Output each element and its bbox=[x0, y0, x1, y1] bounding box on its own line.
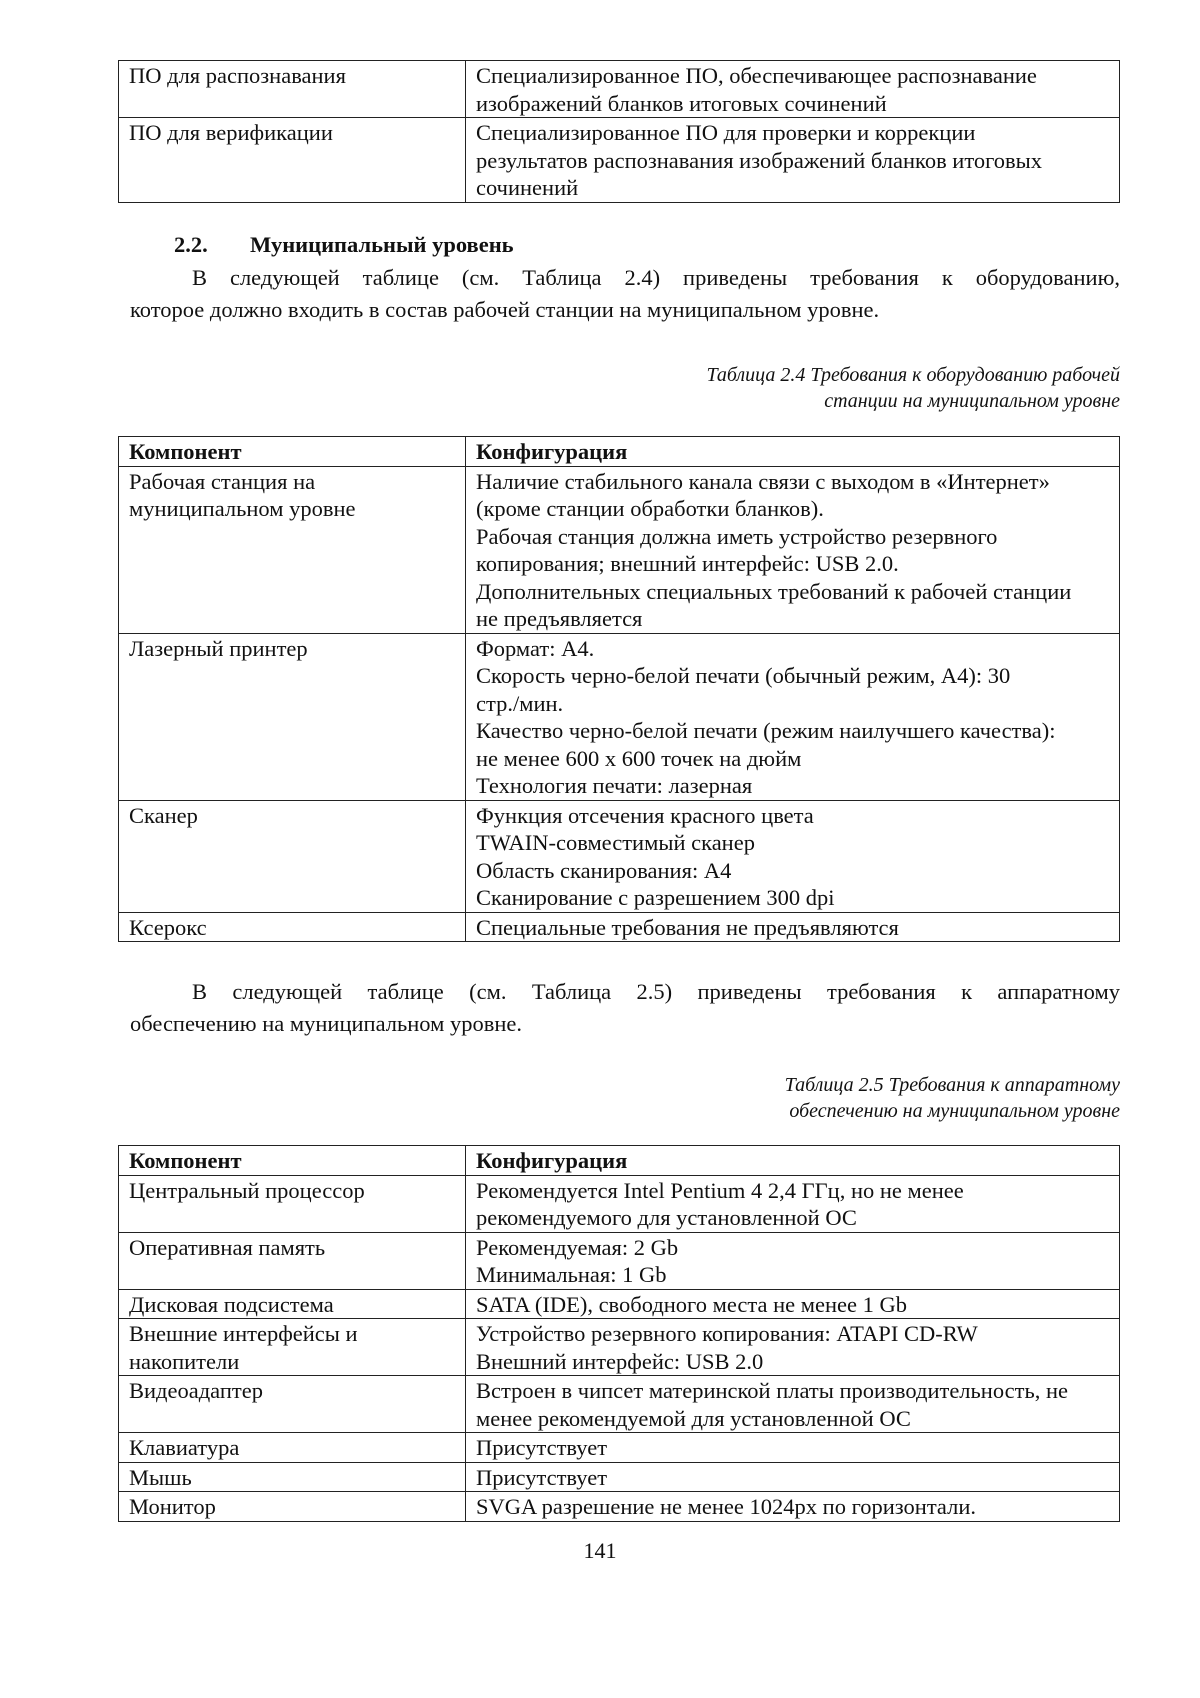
table-row bbox=[119, 1319, 1120, 1376]
table-row bbox=[119, 1175, 1120, 1232]
table-header-row bbox=[119, 437, 1120, 467]
config-cell: Формат: А4. Скорость черно-белой печати (обычный режим, А4): 30 стр./мин. Качество черно-белой печати (режим наилучшего качества): не менее 600 x 600 точек на дюйм Технология печати: лазерная bbox=[466, 633, 1120, 800]
config-cell: SVGA разрешение не менее 1024px по горизонтали. bbox=[466, 1492, 1120, 1522]
component-cell: Дисковая подсистема bbox=[119, 1289, 466, 1319]
table-row bbox=[119, 1462, 1120, 1492]
table-row bbox=[119, 912, 1120, 942]
table-row bbox=[119, 1232, 1120, 1289]
table-row bbox=[119, 800, 1120, 912]
table-row bbox=[119, 633, 1120, 800]
config-cell: Специализированное ПО для проверки и коррекции результатов распознавания изображений бланков итоговых сочинений bbox=[466, 118, 1120, 203]
component-cell: Сканер bbox=[119, 800, 466, 912]
table-row bbox=[119, 1289, 1120, 1319]
table-header-row bbox=[119, 1146, 1120, 1176]
config-cell: Встроен в чипсет материнской платы производительность, не менее рекомендуемой для установленной ОС bbox=[466, 1376, 1120, 1433]
component-cell: Внешние интерфейсы и накопители bbox=[119, 1319, 466, 1376]
table-row bbox=[119, 61, 1120, 118]
table-row bbox=[119, 118, 1120, 203]
software-table bbox=[118, 60, 1120, 203]
section-number: 2.2. bbox=[174, 232, 208, 257]
config-cell: Специализированное ПО, обеспечивающее распознавание изображений бланков итоговых сочинений bbox=[466, 61, 1120, 118]
page-number: 141 bbox=[583, 1538, 617, 1563]
section-title: Муниципальный уровень bbox=[250, 232, 514, 257]
component-cell: Клавиатура bbox=[119, 1433, 466, 1463]
component-cell: ПО для распознавания bbox=[119, 61, 466, 118]
config-cell: Рекомендуемая: 2 Gb Минимальная: 1 Gb bbox=[466, 1232, 1120, 1289]
header-config: Конфигурация bbox=[466, 1146, 1120, 1176]
header-config: Конфигурация bbox=[466, 437, 1120, 467]
component-cell: Рабочая станция на муниципальном уровне bbox=[119, 466, 466, 633]
equipment-table bbox=[118, 436, 1120, 942]
header-component: Компонент bbox=[119, 437, 466, 467]
hardware-paragraph: В следующей таблице (см. Таблица 2.5) приведены требования к аппаратному обеспечению на муниципальном уровне. bbox=[130, 979, 1120, 1036]
component-cell: Ксерокс bbox=[119, 912, 466, 942]
header-component: Компонент bbox=[119, 1146, 466, 1176]
component-cell: Монитор bbox=[119, 1492, 466, 1522]
intro-paragraph: В следующей таблице (см. Таблица 2.4) приведены требования к оборудованию, которое должно входить в состав рабочей станции на муниципальном уровне. bbox=[130, 265, 1120, 322]
table-row bbox=[119, 1492, 1120, 1522]
table-row bbox=[119, 1376, 1120, 1433]
hardware-table bbox=[118, 1145, 1120, 1522]
component-cell: Видеоадаптер bbox=[119, 1376, 466, 1433]
config-cell: Присутствует bbox=[466, 1462, 1120, 1492]
component-cell: Оперативная память bbox=[119, 1232, 466, 1289]
section-heading bbox=[174, 230, 514, 260]
config-cell: Наличие стабильного канала связи с выходом в «Интернет» (кроме станции обработки бланков). Рабочая станция должна иметь устройство резервного копирования; внешний интерфейс: USB 2.0. Дополнительных специальных требований к рабочей станции не предъявляется bbox=[466, 466, 1120, 633]
table-caption: Таблица 2.5 Требования к аппаратному обеспечению на муниципальном уровне bbox=[784, 1074, 1120, 1122]
component-cell: Лазерный принтер bbox=[119, 633, 466, 800]
config-cell: SATA (IDE), свободного места не менее 1 Gb bbox=[466, 1289, 1120, 1319]
config-cell: Рекомендуется Intel Pentium 4 2,4 ГГц, но не менее рекомендуемого для установленной ОС bbox=[466, 1175, 1120, 1232]
table-row bbox=[119, 466, 1120, 633]
config-cell: Присутствует bbox=[466, 1433, 1120, 1463]
component-cell: Центральный процессор bbox=[119, 1175, 466, 1232]
component-cell: ПО для верификации bbox=[119, 118, 466, 203]
component-cell: Мышь bbox=[119, 1462, 466, 1492]
config-cell: Специальные требования не предъявляются bbox=[466, 912, 1120, 942]
config-cell: Устройство резервного копирования: ATAPI CD-RW Внешний интерфейс: USB 2.0 bbox=[466, 1319, 1120, 1376]
config-cell: Функция отсечения красного цвета TWAIN-совместимый сканер Область сканирования: А4 Сканирование с разрешением 300 dpi bbox=[466, 800, 1120, 912]
table-row bbox=[119, 1433, 1120, 1463]
table-caption: Таблица 2.4 Требования к оборудованию рабочей станции на муниципальном уровне bbox=[706, 364, 1120, 412]
